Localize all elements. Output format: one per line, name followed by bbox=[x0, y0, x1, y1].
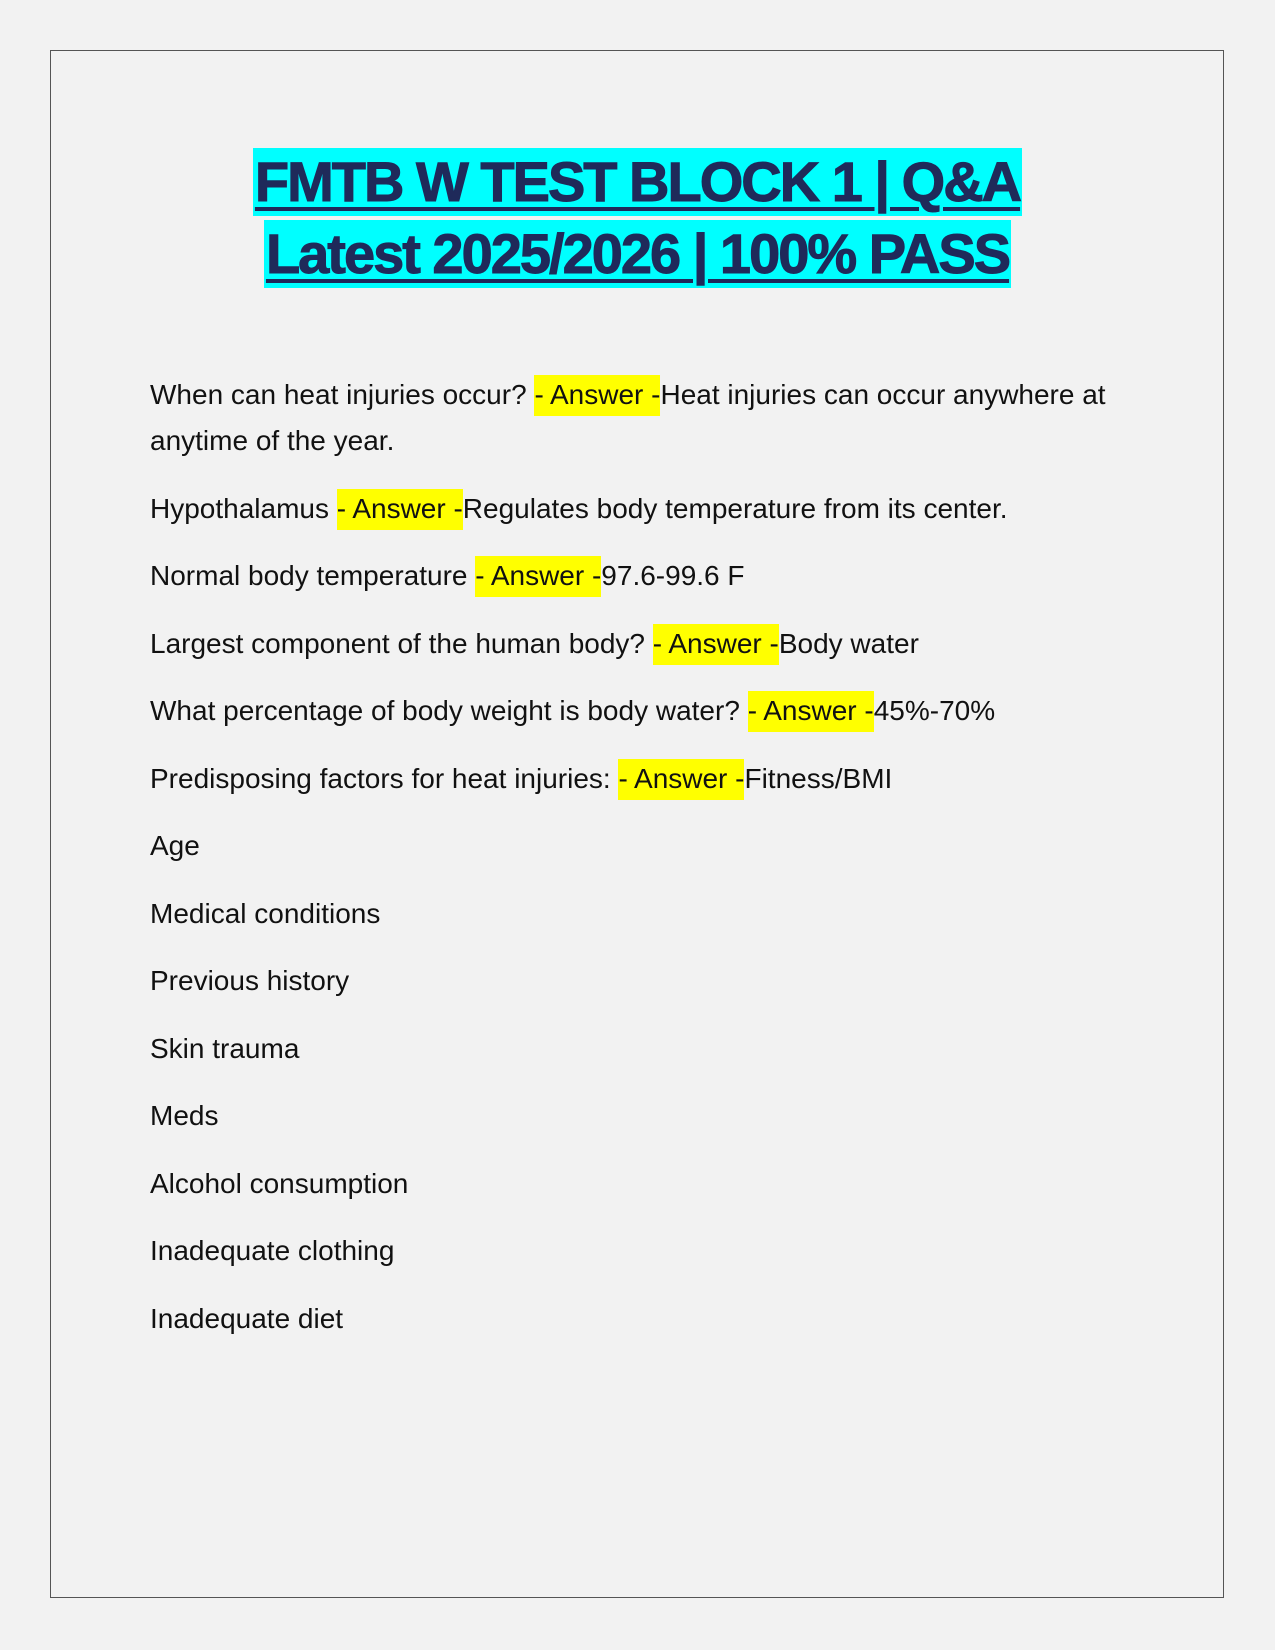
qa-item-predisposing-factors bbox=[150, 756, 1110, 802]
factor-item: Previous history bbox=[150, 965, 350, 996]
factor-item: Skin trauma bbox=[150, 1032, 300, 1064]
title-line-1: FMTB W TEST BLOCK 1 | Q&A bbox=[253, 148, 1022, 216]
answer-marker: - Answer - bbox=[653, 624, 779, 665]
qa-item-hypothalamus bbox=[150, 486, 1110, 532]
qa-item-body-temperature bbox=[150, 553, 1110, 599]
answer-text: Fitness/BMI bbox=[744, 762, 893, 794]
question-text: Largest component of the human body? bbox=[150, 627, 653, 659]
answer-marker: - Answer - bbox=[337, 489, 463, 530]
factor-item: Meds bbox=[150, 1100, 219, 1131]
factor-item: Age bbox=[150, 830, 200, 861]
qa-item-largest-component bbox=[150, 621, 1110, 667]
answer-marker: - Answer - bbox=[618, 759, 744, 800]
question-text: Predisposing factors for heat injuries: bbox=[150, 762, 619, 794]
answer-text: Regulates body temperature from its center. bbox=[462, 492, 1008, 524]
factor-item: Medical conditions bbox=[150, 897, 381, 929]
title-line-2: Latest 2025/2026 | 100% PASS bbox=[264, 220, 1011, 288]
answer-marker: - Answer - bbox=[748, 691, 874, 732]
question-text: What percentage of body weight is body water? bbox=[150, 695, 748, 726]
qa-item-heat-injuries bbox=[150, 372, 1110, 464]
answer-text: 45%-70% bbox=[873, 695, 996, 726]
answer-text: Body water bbox=[778, 627, 919, 659]
answer-marker: - Answer - bbox=[475, 556, 601, 597]
factor-item: Inadequate clothing bbox=[150, 1235, 395, 1266]
answer-text: Heat injuries can occur anywhere at anytime of the year. bbox=[150, 379, 1106, 456]
factor-item: Inadequate diet bbox=[150, 1302, 344, 1334]
factor-item: Alcohol consumption bbox=[150, 1167, 409, 1199]
question-text: When can heat injuries occur? bbox=[150, 379, 535, 410]
qa-list bbox=[150, 372, 1110, 1363]
page-title bbox=[0, 148, 1275, 292]
answer-marker: - Answer - bbox=[534, 375, 660, 416]
question-text: Hypothalamus bbox=[150, 492, 337, 524]
question-text: Normal body temperature bbox=[150, 560, 476, 591]
answer-text: 97.6-99.6 F bbox=[601, 560, 745, 591]
qa-item-body-water-percentage bbox=[150, 688, 1110, 734]
